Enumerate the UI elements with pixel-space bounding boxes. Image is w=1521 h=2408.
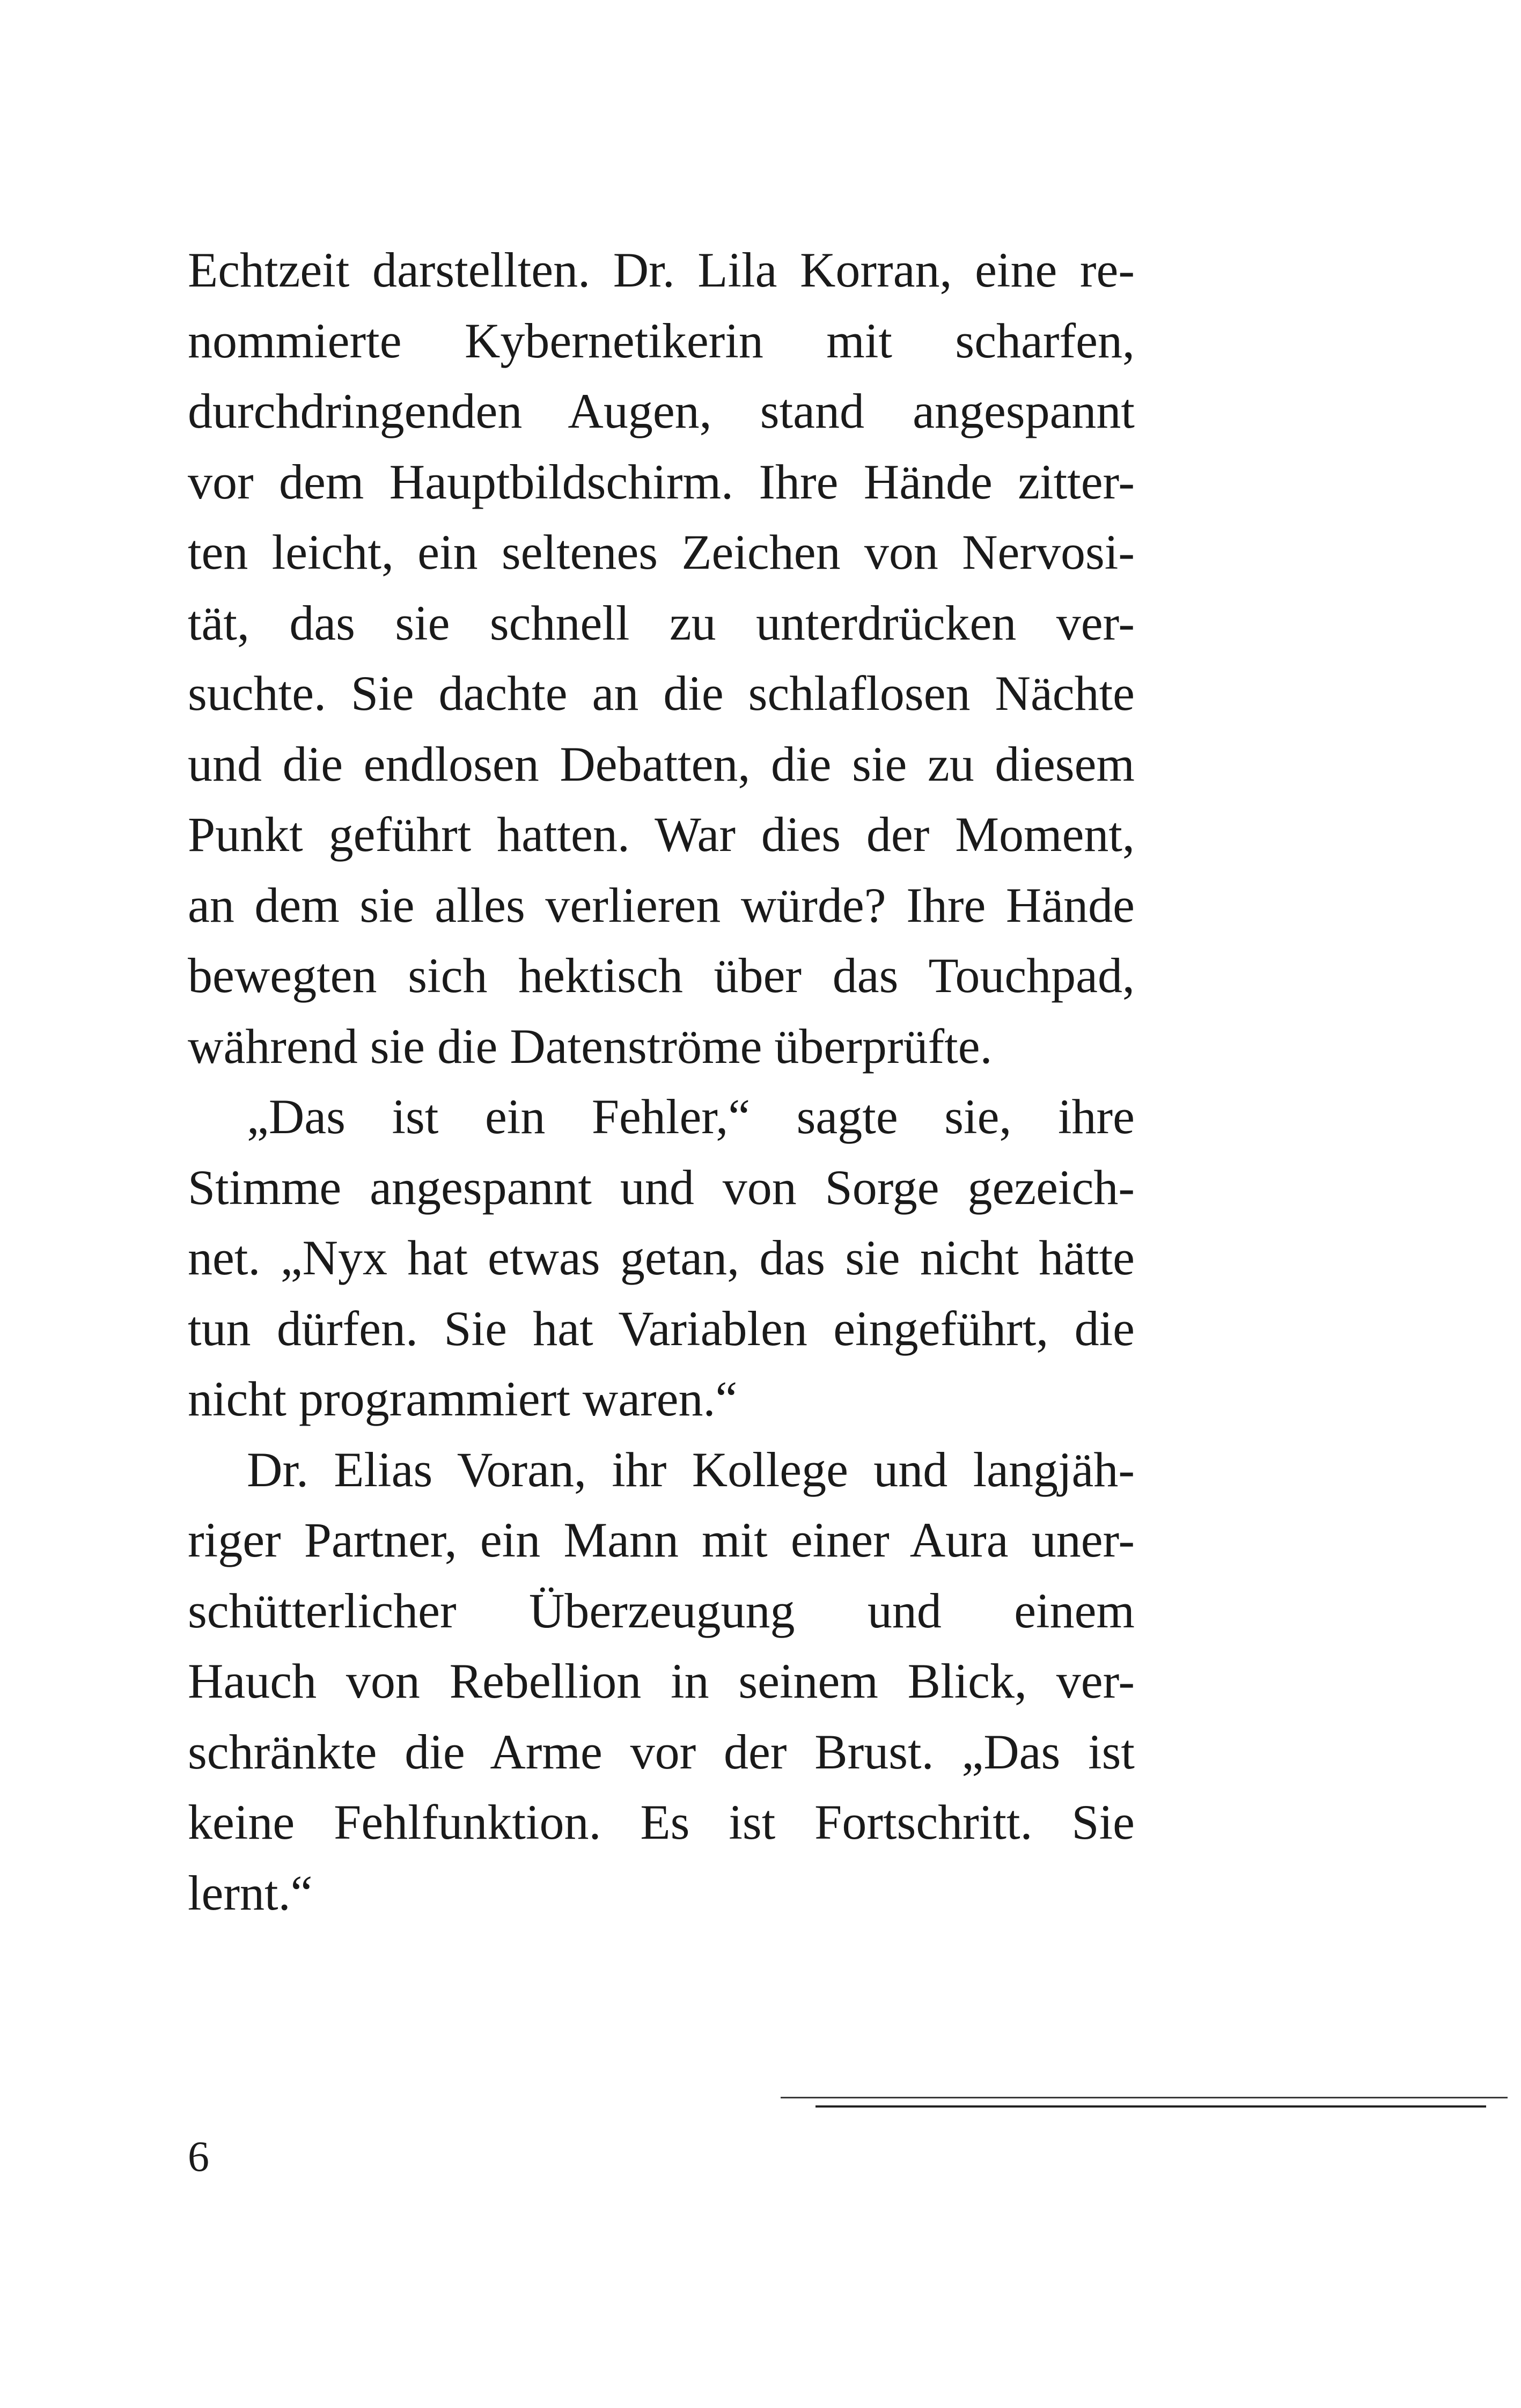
text-line: Echtzeit darstellten. Dr. Lila Korran, eine re- [188,243,1135,297]
text-line: bewegten sich hektisch über das Touchpad, [188,948,1135,1003]
text-line: suchte. Sie dachte an die schlaflosen Nächte [188,666,1135,721]
text-line: Stimme angespannt und von Sorge gezeich- [188,1159,1135,1215]
text-line: riger Partner, ein Mann mit einer Aura uner- [188,1513,1135,1567]
text-line: tun dürfen. Sie hat Variablen eingeführt, die [188,1301,1135,1356]
text-line: Hauch von Rebellion in seinem Blick, ver- [188,1654,1135,1708]
text-line: ten leicht, ein seltenes Zeichen von Nervosi- [188,525,1135,579]
text-line: keine Fehlfunktion. Es ist Fortschritt. Sie [188,1795,1135,1849]
text-line: net. „Nyx hat etwas getan, das sie nicht hätte [188,1230,1135,1285]
text-line: lernt.“ [188,1865,313,1920]
footer-rule-line [815,2105,1486,2108]
text-line: nommierte Kybernetikerin mit scharfen, [188,313,1135,368]
text-line: Punkt geführt hatten. War dies der Moment, [188,807,1135,862]
footer-rule [781,2093,1508,2114]
page-number: 6 [188,2133,209,2181]
text-line: durchdringenden Augen, stand angespannt [188,384,1135,438]
text-line: schränkte die Arme vor der Brust. „Das ist [188,1724,1135,1779]
text-line: während sie die Datenströme überprüfte. [188,1018,993,1074]
footer-rule-line [781,2097,1508,2098]
text-line: vor dem Hauptbildschirm. Ihre Hände zitter- [188,454,1135,509]
text-line: an dem sie alles verlieren würde? Ihre Hände [188,877,1135,933]
text-line: nicht programmiert waren.“ [188,1371,738,1426]
text-line: „Das ist ein Fehler,“ sagte sie, ihre [247,1089,1135,1144]
text-line: tät, das sie schnell zu unterdrücken ver- [188,595,1135,650]
text-line: Dr. Elias Voran, ihr Kollege und langjäh- [247,1442,1135,1497]
body-text [188,235,1135,1928]
text-line: und die endlosen Debatten, die sie zu diesem [188,736,1135,791]
text-line: schütterlicher Überzeugung und einem [188,1583,1135,1638]
